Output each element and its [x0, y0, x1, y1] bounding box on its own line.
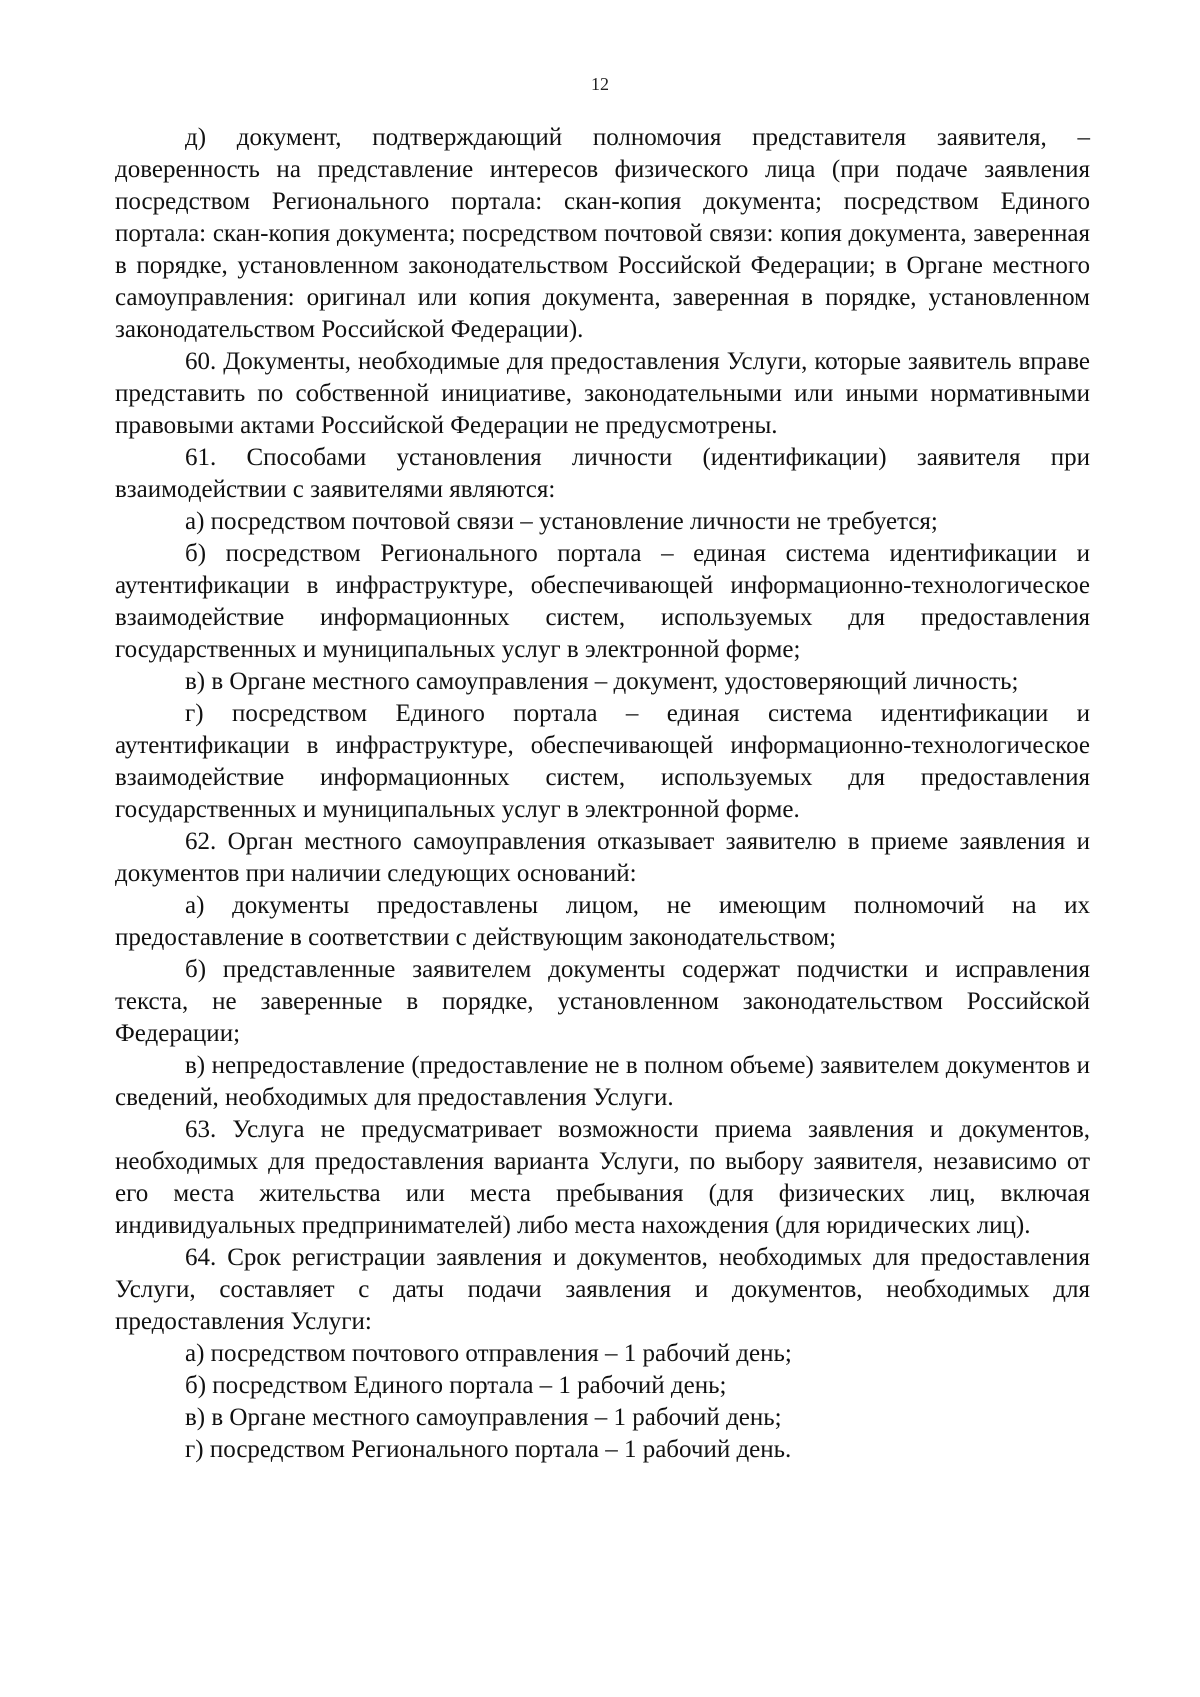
- paragraph-63-extraterritorial: 63. Услуга не предусматривает возможности приема заявления и документов, необходимых для предоставления варианта Услуги, по выбору заявителя, независимо от его места жительства или места пребывания (для физических лиц, включая индивидуальных предпринимателей) либо места нахождения (для юридических лиц).: [115, 1116, 1090, 1239]
- paragraph-item-d-power-of-attorney: д) документ, подтверждающий полномочия представителя заявителя, – доверенность на представление интересов физического лица (при подаче заявления посредством Регионального портала: скан-копия документа; посредством Единого портала: скан-копия документа; посредством почтовой связи: копия документа, заверенная в порядке, установленном законодательством Российской Федерации; в Органе местного самоуправления: оригинал или копия документа, заверенная в порядке, установленном законодательством Российской Федерации).: [115, 124, 1090, 343]
- paragraph-61-b-regional-portal: б) посредством Регионального портала – единая система идентификации и аутентификации в инфраструктуре, обеспечивающей информационно-технологическое взаимодействие информационных систем, используемых для предоставления государственных и муниципальных услуг в электронной форме;: [115, 540, 1090, 663]
- paragraph-61-identification-methods: 61. Способами установления личности (идентификации) заявителя при взаимодействии с заявителями являются:: [115, 444, 1090, 503]
- paragraph-62-a-no-authority: а) документы предоставлены лицом, не имеющим полномочий на их предоставление в соответствии с действующим законодательством;: [115, 892, 1090, 951]
- paragraph-62-v-incomplete: в) непредоставление (предоставление не в полном объеме) заявителем документов и сведений, необходимых для предоставления Услуги.: [115, 1052, 1090, 1111]
- page-number: 12: [591, 74, 609, 94]
- paragraph-64-b-unified-portal: б) посредством Единого портала – 1 рабочий день;: [185, 1372, 727, 1399]
- paragraph-64-v-local-authority: в) в Органе местного самоуправления – 1 рабочий день;: [185, 1404, 782, 1431]
- paragraph-64-g-regional-portal: г) посредством Регионального портала – 1 рабочий день.: [185, 1436, 792, 1463]
- paragraph-61-v-local-authority: в) в Органе местного самоуправления – документ, удостоверяющий личность;: [185, 668, 1019, 695]
- paragraph-62-refusal-grounds: 62. Орган местного самоуправления отказывает заявителю в приеме заявления и документов при наличии следующих оснований:: [115, 828, 1090, 887]
- paragraph-62-b-corrections: б) представленные заявителем документы содержат подчистки и исправления текста, не заверенные в порядке, установленном законодательством Российской Федерации;: [115, 956, 1090, 1047]
- document-body: [115, 122, 1090, 1466]
- paragraph-64-registration-term: 64. Срок регистрации заявления и документов, необходимых для предоставления Услуги, составляет с даты подачи заявления и документов, необходимых для предоставления Услуги:: [115, 1244, 1090, 1335]
- paragraph-60-optional-documents: 60. Документы, необходимые для предоставления Услуги, которые заявитель вправе представить по собственной инициативе, законодательными или иными нормативными правовыми актами Российской Федерации не предусмотрены.: [115, 348, 1090, 439]
- paragraph-61-a-postal: а) посредством почтовой связи – установление личности не требуется;: [185, 508, 938, 535]
- paragraph-61-g-unified-portal: г) посредством Единого портала – единая система идентификации и аутентификации в инфраструктуре, обеспечивающей информационно-технологическое взаимодействие информационных систем, используемых для предоставления государственных и муниципальных услуг в электронной форме.: [115, 700, 1090, 823]
- paragraph-64-a-postal: а) посредством почтового отправления – 1 рабочий день;: [185, 1340, 792, 1367]
